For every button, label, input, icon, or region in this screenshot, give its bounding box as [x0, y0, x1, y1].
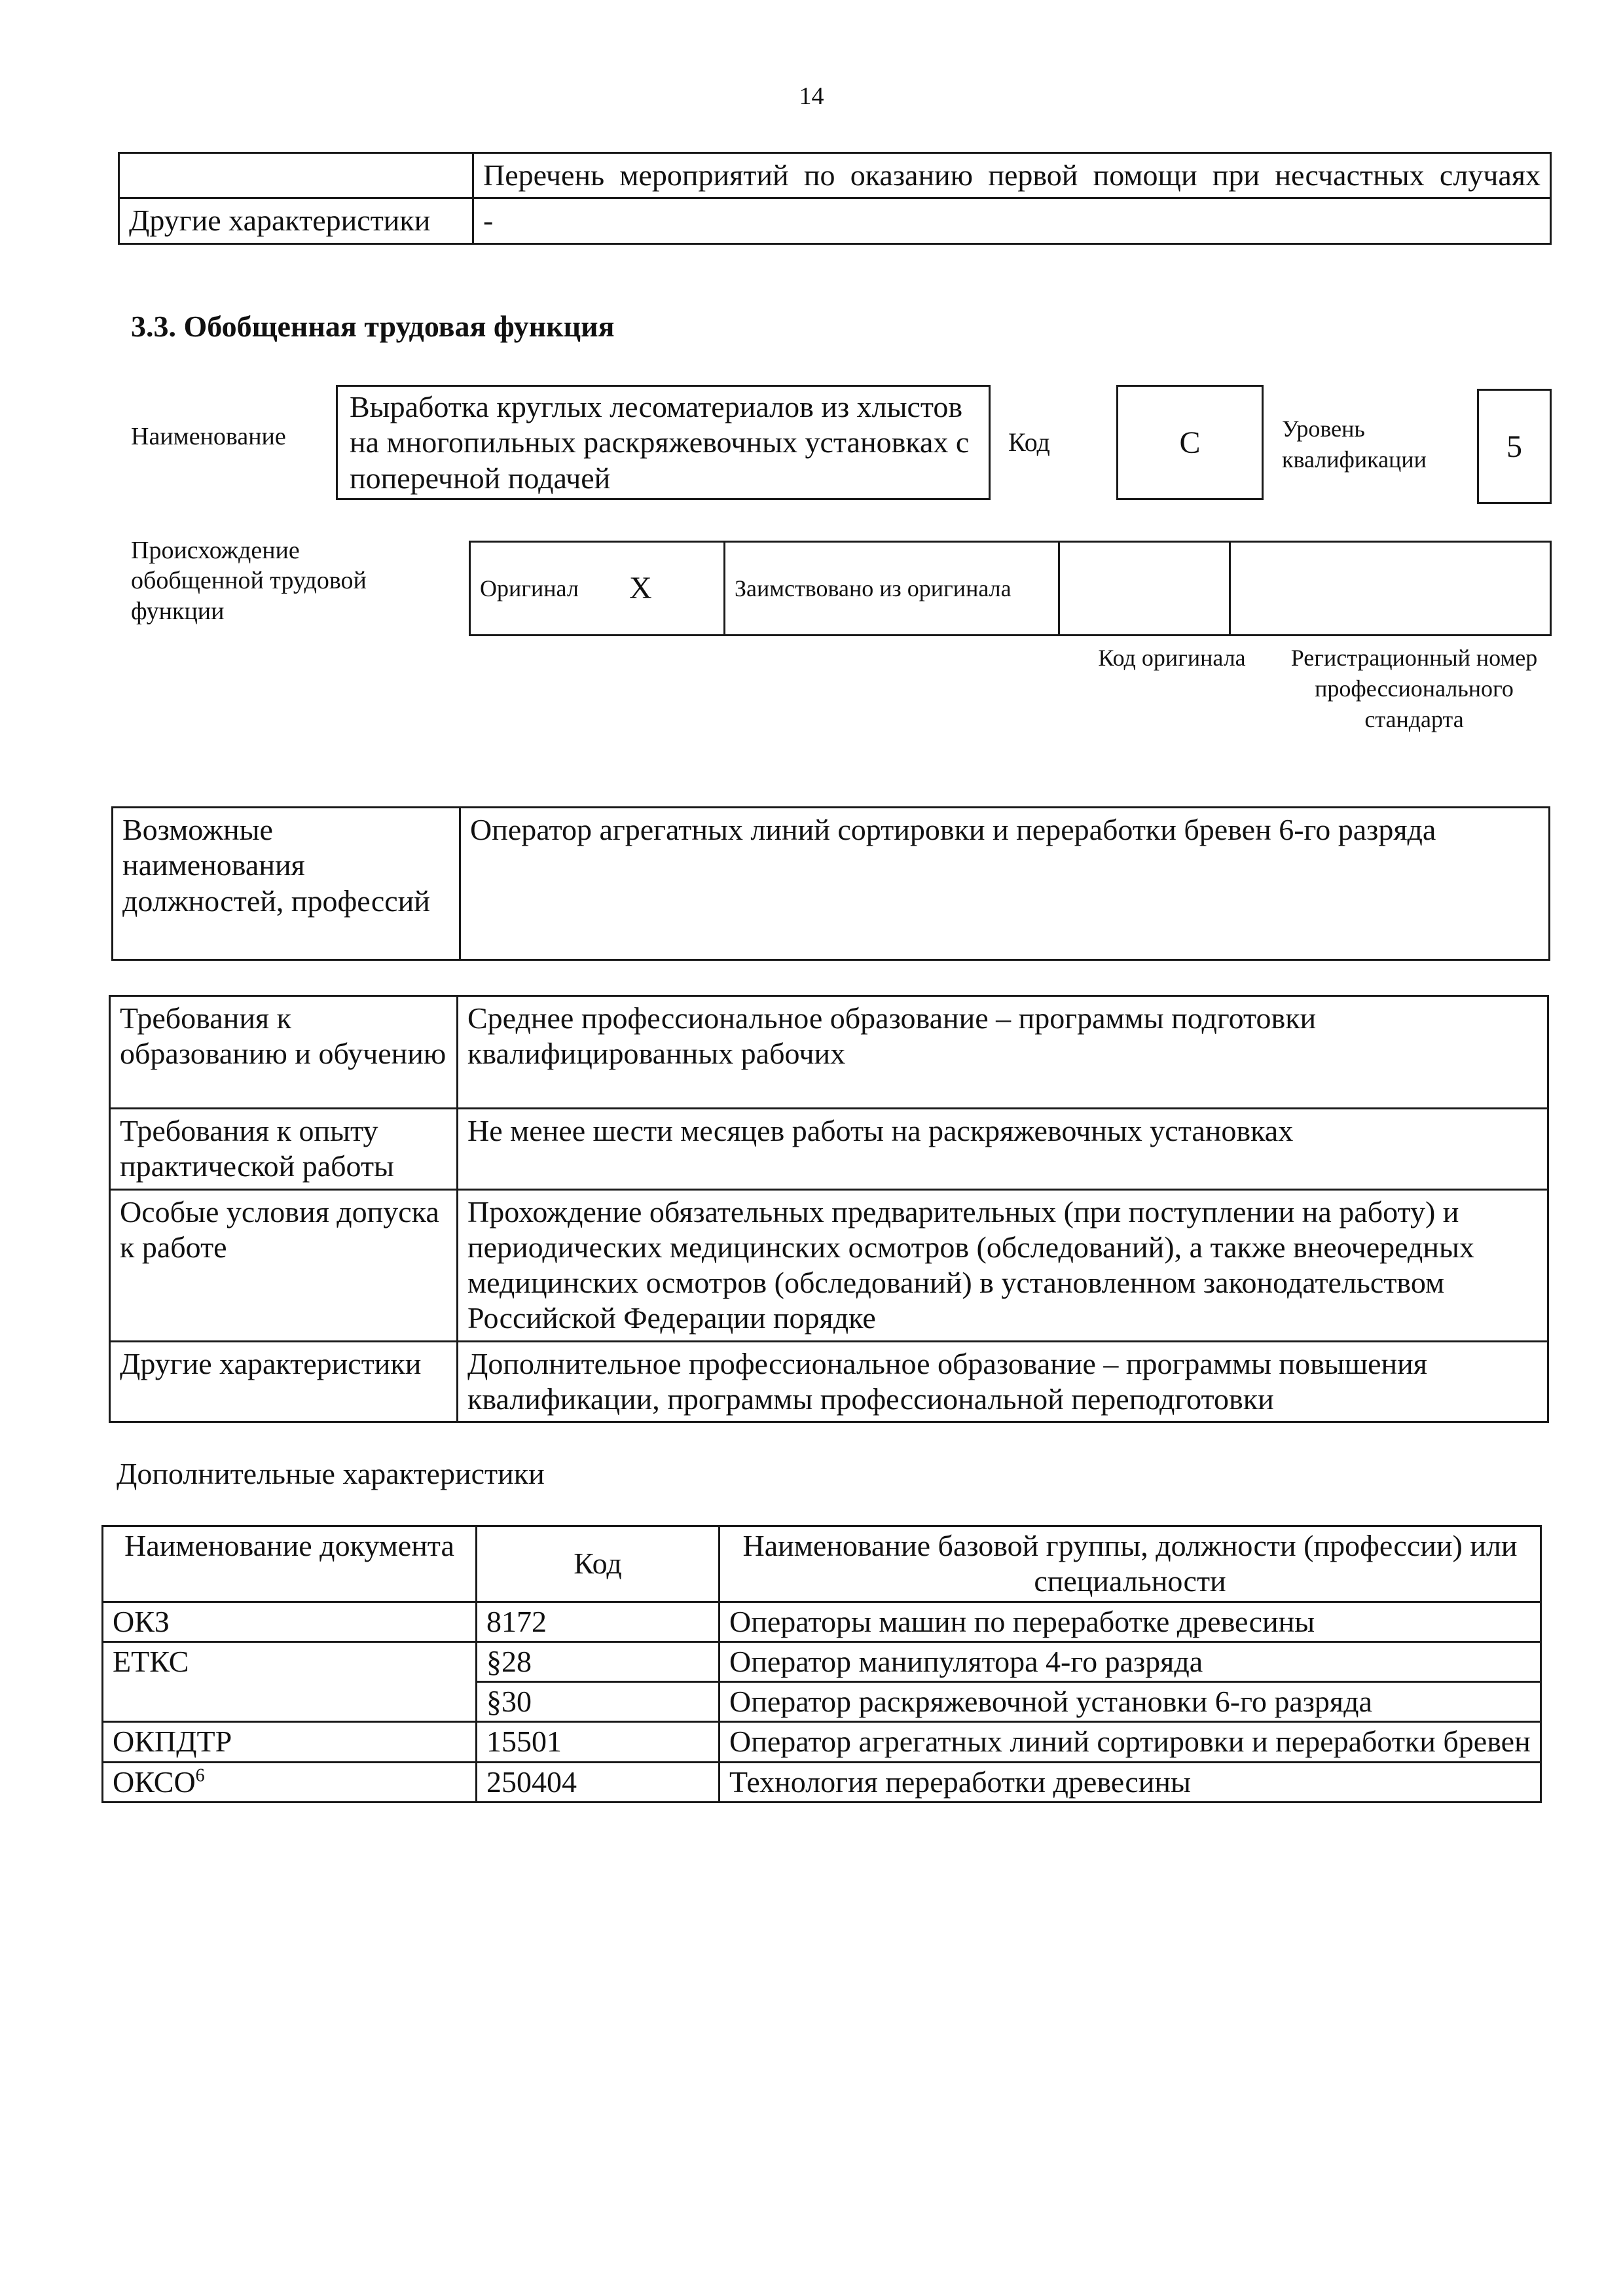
original-label: Оригинал [470, 542, 621, 636]
table-row [110, 996, 1548, 1109]
section-title: 3.3. Обобщенная трудовая функция [131, 310, 615, 343]
table-row [103, 1602, 1541, 1641]
table-row [103, 1641, 1541, 1681]
code-cell: §28 [477, 1641, 720, 1681]
code-label: Код [1008, 427, 1050, 457]
header-code: Код [477, 1526, 720, 1602]
table-header-row [103, 1526, 1541, 1602]
requirement-value: Дополнительное профессиональное образование – программы повышения квалификации, программы профессиональной переподготовки [458, 1341, 1548, 1422]
additional-characteristics-title: Дополнительные характеристики [117, 1457, 545, 1490]
positions-table [111, 806, 1550, 961]
positions-value: Оператор агрегатных линий сортировки и переработки бревен 6-го разряда [460, 808, 1550, 960]
first-aid-text: Перечень мероприятий по оказанию первой помощи при несчастных случаях [473, 153, 1551, 198]
doc-name: ОКСО [113, 1765, 196, 1799]
table-row [110, 1341, 1548, 1422]
requirement-value: Среднее профессиональное образование – программы подготовки квалифицированных рабочих [458, 996, 1548, 1109]
table-row [103, 1682, 1541, 1722]
header-document: Наименование документа [103, 1526, 477, 1602]
requirement-label: Требования к опыту практической работы [110, 1109, 458, 1190]
table-row [110, 1109, 1548, 1190]
requirement-label: Особые условия допуска к работе [110, 1189, 458, 1341]
original-mark: Х [620, 542, 725, 636]
table-row [103, 1722, 1541, 1762]
origin-label: Происхождение обобщенной трудовой функции [131, 537, 367, 625]
code-cell: 8172 [477, 1602, 720, 1641]
table-row [113, 808, 1550, 960]
requirement-value: Прохождение обязательных предварительных (при поступлении на работу) и периодических медицинских осмотров (обследований), а также внеочередных медицинских осмотров (обследований) в установленном законодательством Российской Федерации порядке [458, 1189, 1548, 1341]
qualification-level-box: 5 [1477, 389, 1552, 504]
other-characteristics-value: - [473, 198, 1551, 243]
table-row [103, 1762, 1541, 1802]
table-row [119, 198, 1551, 243]
code-cell: 250404 [477, 1762, 720, 1802]
requirement-label: Требования к образованию и обучению [110, 996, 458, 1109]
name-cell: Оператор манипулятора 4-го разряда [720, 1641, 1541, 1681]
doc-cell: ЕТКС [103, 1641, 477, 1681]
doc-cell [103, 1682, 477, 1722]
doc-cell [103, 1762, 477, 1802]
requirement-value: Не менее шести месяцев работы на раскряжевочных установках [458, 1109, 1548, 1190]
table-row [110, 1189, 1548, 1341]
registration-number-caption: Регистрационный номер профессионального стандарта [1290, 645, 1538, 732]
original-code-caption: Код оригинала [1098, 645, 1246, 671]
original-code-cell [1059, 542, 1230, 636]
doc-cell: ОКЗ [103, 1602, 477, 1641]
borrowed-label: Заимствовано из оригинала [725, 542, 1059, 636]
top-continuation-table [118, 152, 1552, 245]
code-cell: 15501 [477, 1722, 720, 1762]
requirement-label: Другие характеристики [110, 1341, 458, 1422]
origin-table [469, 541, 1552, 636]
name-cell: Оператор раскряжевочной установки 6-го разряда [720, 1682, 1541, 1722]
name-cell: Операторы машин по переработке древесины [720, 1602, 1541, 1641]
doc-cell: ОКПДТР [103, 1722, 477, 1762]
registration-number-cell [1230, 542, 1551, 636]
header-name: Наименование базовой группы, должности (профессии) или специальности [720, 1526, 1541, 1602]
empty-label-cell [119, 153, 473, 198]
qualification-level-label: Уровень квалификации [1282, 416, 1427, 473]
other-characteristics-label: Другие характеристики [119, 198, 473, 243]
code-box: С [1116, 385, 1264, 500]
table-row [119, 153, 1551, 198]
positions-label: Возможные наименования должностей, профессий [113, 808, 460, 960]
function-name-box: Выработка круглых лесоматериалов из хлыстов на многопильных раскряжевочных установках с поперечной подачей [336, 385, 991, 500]
code-cell: §30 [477, 1682, 720, 1722]
footnote-marker: 6 [195, 1765, 205, 1786]
name-cell: Оператор агрегатных линий сортировки и переработки бревен [720, 1722, 1541, 1762]
name-cell: Технология переработки древесины [720, 1762, 1541, 1802]
table-row [470, 542, 1551, 636]
additional-characteristics-table [101, 1525, 1542, 1803]
name-label: Наименование [131, 423, 286, 450]
page-number: 14 [799, 82, 824, 110]
requirements-table [109, 995, 1549, 1423]
